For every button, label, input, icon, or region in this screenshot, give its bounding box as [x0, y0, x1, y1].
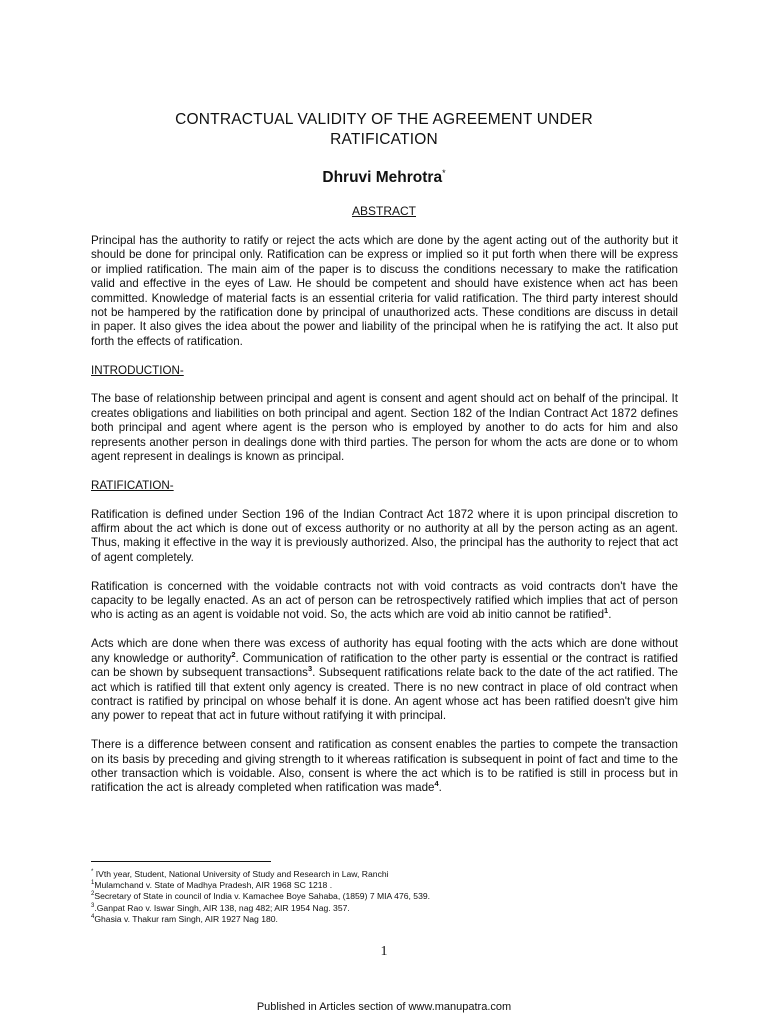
footnote-ref-1: 1 — [604, 606, 609, 616]
abstract-paragraph: Principal has the authority to ratify or reject the acts which are done by the agent acting out of the authority but it should be done for principal only. Ratification can be express or implied so it put forth when there will be express or implied ratification. The main aim of the paper is to discuss the conditions necessary to make the ratification valid and effective in the eyes of Law. He should be competent and should have existence when act has been committed. Knowledge of material facts is an essential criteria for valid ratification. The third party interest should not be hampered by the ratification done by principal of unauthorized acts. These conditions are discuss in detail in paper. It also gives the idea about the power and liability of the principal when he is ratifying the act. It also put forth the effects of ratification. — [91, 234, 678, 348]
paper-title — [90, 110, 678, 150]
footnote-item — [91, 914, 651, 925]
footnote-ref-2: 2 — [231, 649, 236, 659]
footnote-divider — [91, 861, 271, 862]
author-name — [90, 168, 678, 188]
footnote-text: IVth year, Student, National University of Study and Research in Law, Ranchi — [93, 869, 389, 879]
ratification-heading-text: RATIFICATION- — [91, 478, 174, 492]
page-number: 1 — [380, 944, 388, 959]
ratification-paragraph-4-end: . — [438, 781, 442, 795]
ratification-paragraph-3 — [91, 637, 678, 723]
footnote-mark: * — [91, 869, 94, 876]
ratification-paragraph-3-part-a: Acts which are done when there was excess of authority has equal footing with the acts which are done without any knowledge or authority — [91, 637, 678, 665]
introduction-heading — [91, 364, 678, 378]
title-line-2: RATIFICATION — [330, 131, 438, 148]
footnote-item — [91, 891, 651, 902]
footnote-text: Secretary of State in council of India v. Kamachee Boye Sahaba, (1859) 7 MIA 476, 539. — [94, 891, 431, 902]
introduction-paragraph: The base of relationship between principal and agent is consent and agent should act on behalf of the principal. It creates obligations and liabilities on both principal and agent. Section 182 of the Indian Contract Act 1872 defines both principal and agent where agent is the person who is employed by another to do acts for him and also represents another person in dealings done with third parties. The person for whom the acts are done or to whom agent represent in dealings is known as principal. — [91, 392, 678, 464]
ratification-paragraph-3-part-b: . Communication of ratification to the other party is essential or the contract is ratified can be shown by subsequent transactions — [91, 651, 678, 680]
author-name-text: Dhruvi Mehrotra — [322, 169, 443, 186]
ratification-paragraph-1: Ratification is defined under Section 196 of the Indian Contract Act 1872 where it is upon principal discretion to affirm about the act which is done out of excess authority or no authority at all by the person acting as an agent. Thus, making it effective in the way it is previously authorized. Also, the principal has the authority to reject that act of agent completely. — [91, 507, 678, 564]
footnote-mark: 4 — [91, 913, 95, 920]
ratification-paragraph-2-end: . — [608, 608, 612, 622]
abstract-heading: ABSTRACT — [351, 204, 416, 218]
footnote-ref-4: 4 — [434, 779, 439, 789]
ratification-paragraph-3-part-c: . Subsequent ratifications relate back to the date of the act ratified. The act which is ratified till that extent only agency is created. There is no new contract in place of old contract when contract is ratified by principal on whose behalf it is done. An agent whose act has been ratified doesn't give him any power to repeat that act in future without ratifying it with principal. — [91, 666, 678, 723]
ratification-paragraph-4 — [91, 738, 678, 796]
author-footnote-mark: * — [442, 167, 446, 178]
footnote-item — [91, 880, 651, 891]
publication-footer: Published in Articles section of www.manupatra.com — [256, 1001, 512, 1013]
title-line-1: CONTRACTUAL VALIDITY OF THE AGREEMENT UNDER — [175, 111, 593, 128]
footnote-item — [91, 903, 651, 914]
footnote-mark: 1 — [91, 880, 95, 887]
footnotes — [91, 869, 651, 925]
document-body — [91, 234, 678, 810]
footnote-text: .Ganpat Rao v. Iswar Singh, AIR 138, nag 482; AIR 1954 Nag. 357. — [94, 902, 350, 913]
footnote-text: Ghasia v. Thakur ram Singh, AIR 1927 Nag 180. — [94, 913, 278, 924]
footnote-mark: 2 — [91, 891, 95, 898]
footnote-text: Mulamchand v. State of Madhya Pradesh, AIR 1968 SC 1218 . — [94, 880, 333, 891]
footnote-ref-3: 3 — [307, 664, 313, 674]
footnote-item — [91, 869, 651, 880]
ratification-heading — [91, 479, 678, 493]
footnote-mark: 3 — [91, 902, 95, 909]
ratification-paragraph-2-text: Ratification is concerned with the voidable contracts not with void contracts as void contracts don't have the capacity to be legally enacted. As an act of person can be retrospectively ratified which implies that act of person who is acting as an agent is voidable not void. So, the acts which are void ab initio cannot be ratified — [91, 579, 678, 622]
ratification-paragraph-2 — [91, 580, 678, 623]
introduction-heading-text: INTRODUCTION- — [91, 363, 184, 377]
ratification-paragraph-4-text: There is a difference between consent and ratification as consent enables the parties to compete the transaction on its basis by preceding and giving strength to it whereas ratification is subsequent in point of fact and time to the other transaction which is voidable. Also, consent is where the act which is to be ratified is still in process but in ratification the act is already completed when ratification was made — [91, 738, 678, 795]
